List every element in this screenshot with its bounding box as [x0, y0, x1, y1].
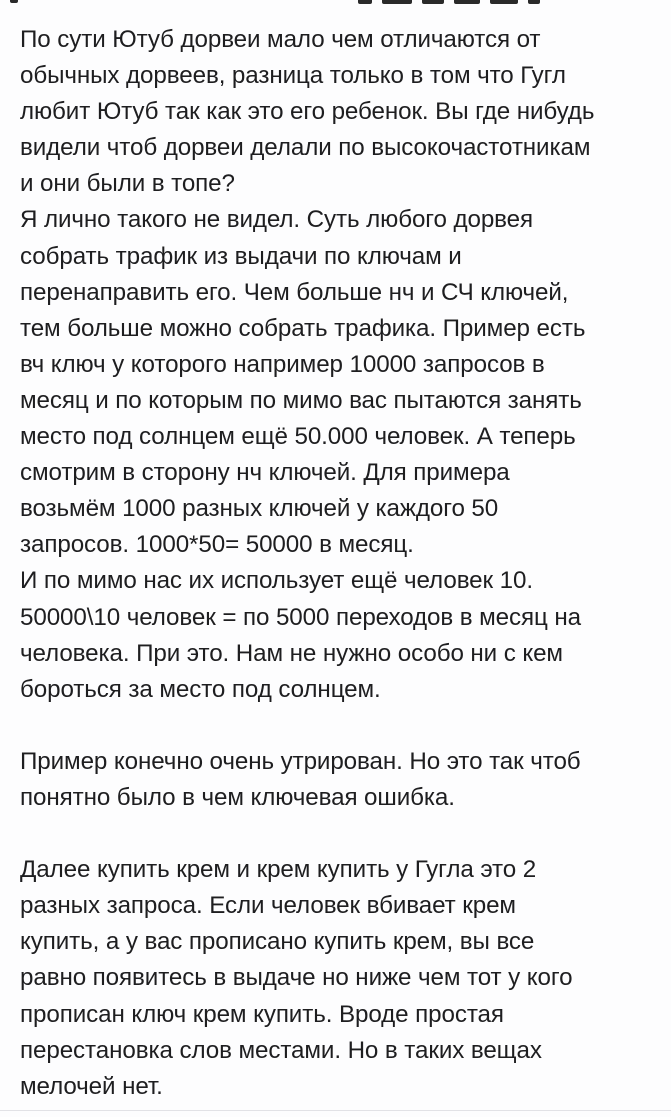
cut-off-title-fragment [422, 0, 444, 4]
cut-off-title-fragment [358, 0, 372, 4]
paragraph-gap [20, 816, 660, 852]
divider [0, 1110, 671, 1111]
cut-off-title-fragment [528, 0, 540, 4]
cut-off-back-icon [10, 0, 18, 3]
post-text [20, 22, 660, 1105]
post-paragraph: По сути Ютуб дорвеи мало чем отличаются от обычных дорвеев, разница только в том что Гугл любит Ютуб так как это его ребенок. Вы где нибудь видели чтоб дорвеи делали по высокочастотникам и они были в топе? Я лично такого не видел. Суть любого дорвея собрать трафик из выдачи по ключам и перенаправить его. Чем больше нч и СЧ ключей, тем больше можно собрать трафика. Пример есть вч ключ у которого например 10000 запросов в месяц и по которым по мимо вас пытаются занять место под солнцем ещё 50.000 человек. А теперь смотрим в сторону нч ключей. Для примера возьмём 1000 разных ключей у каждого 50 запросов. 1000*50= 50000 в месяц. И по мимо нас их использует ещё человек 10. 50000\10 человек = по 5000 переходов в месяц на человека. При это. Нам не нужно особо ни с кем бороться за место под солнцем. [20, 26, 595, 703]
post-paragraph: Пример конечно очень утрирован. Но это так чтоб понятно было в чем ключевая ошибка. [20, 747, 581, 811]
cut-off-title-fragment [382, 0, 412, 4]
post-paragraph: Далее купить крем и крем купить у Гугла это 2 разных запроса. Если человек вбивает крем купить, а у вас прописано купить крем, вы все равно появитесь в выдаче но ниже чем тот у кого прописан ключ крем купить. Вроде простая перестановка слов местами. Но в таких вещах мелочей нет. [20, 856, 573, 1100]
paragraph-gap [20, 708, 660, 744]
cut-off-title-fragment [454, 0, 480, 4]
cut-off-title-fragment [490, 0, 518, 4]
cut-off-header [0, 0, 671, 8]
